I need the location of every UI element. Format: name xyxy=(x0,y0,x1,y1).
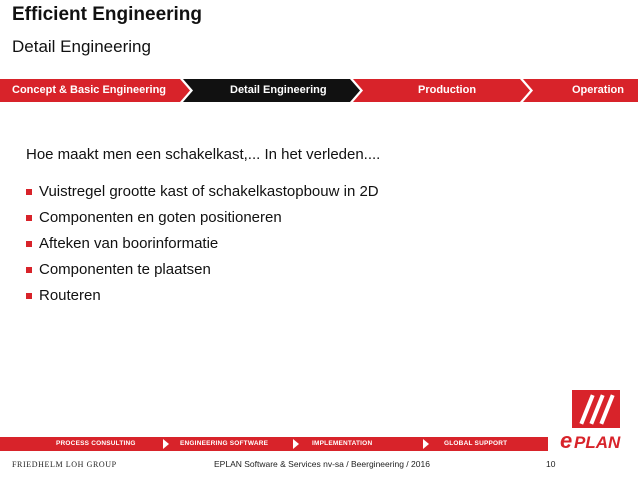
footer-item-global-support: GLOBAL SUPPORT xyxy=(444,440,508,447)
list-item xyxy=(26,260,379,286)
bullet-square-icon xyxy=(26,189,32,195)
list-item xyxy=(26,286,379,312)
slide-subtitle: Detail Engineering xyxy=(12,37,151,56)
process-step-production: Production xyxy=(418,84,477,96)
slide-title: Efficient Engineering xyxy=(12,4,203,25)
list-item xyxy=(26,208,379,234)
bullet-text: Componenten te plaatsen xyxy=(39,261,211,278)
group-logo-text: FRIEDHELM LOH GROUP xyxy=(12,460,117,469)
process-bar xyxy=(0,79,638,102)
footer-arrow-icon xyxy=(293,439,299,449)
bullet-square-icon xyxy=(26,241,32,247)
svg-text:PLAN: PLAN xyxy=(574,433,621,452)
footer-arrow-icon xyxy=(163,439,169,449)
bullet-list xyxy=(26,182,379,312)
copyright-text: EPLAN Software & Services nv-sa / Beergineering / 2016 xyxy=(214,459,430,469)
svg-text:e: e xyxy=(560,428,573,452)
process-step-operation: Operation xyxy=(572,84,624,96)
bullet-text: Vuistregel grootte kast of schakelkastopbouw in 2D xyxy=(39,183,379,200)
bullet-text: Componenten en goten positioneren xyxy=(39,209,282,226)
footer-item-implementation: IMPLEMENTATION xyxy=(312,440,373,447)
bullet-square-icon xyxy=(26,267,32,273)
bullet-text: Routeren xyxy=(39,287,101,304)
lead-text: Hoe maakt men een schakelkast,... In het verleden.... xyxy=(26,146,381,163)
list-item xyxy=(26,182,379,208)
bullet-square-icon xyxy=(26,215,32,221)
bullet-text: Afteken van boorinformatie xyxy=(39,235,219,252)
footer-item-process-consulting: PROCESS CONSULTING xyxy=(56,440,136,447)
footer-item-engineering-software: ENGINEERING SOFTWARE xyxy=(180,440,269,447)
page-number: 10 xyxy=(546,459,556,469)
list-item xyxy=(26,234,379,260)
footer-arrow-icon xyxy=(423,439,429,449)
bullet-square-icon xyxy=(26,293,32,299)
footer-band xyxy=(0,437,548,451)
eplan-logo-icon xyxy=(558,390,628,452)
process-step-detail: Detail Engineering xyxy=(230,84,327,96)
process-step-concept: Concept & Basic Engineering xyxy=(12,84,167,96)
